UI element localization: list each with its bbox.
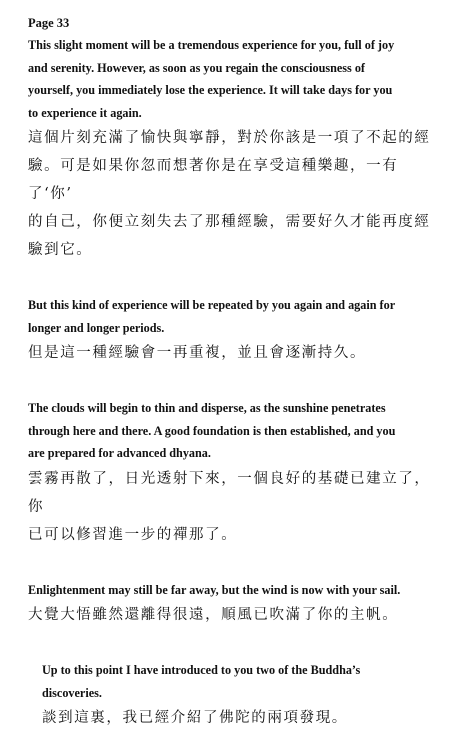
paragraph-3-english: The clouds will begin to thin and disperse, as the sunshine penetrates through here and there. A good foundation is then established, and you are prepared for advanced dhyana. [28, 401, 396, 460]
paragraph-2-chinese: 但是這一種經驗會一再重複，並且會逐漸持久。 [28, 345, 367, 361]
paragraph-spacer [28, 549, 434, 579]
paragraph-4-chinese: 大覺大悟雖然還離得很遠，順風已吹滿了你的主帆。 [28, 607, 399, 623]
paragraph-spacer [28, 264, 434, 294]
paragraph-4-english: Enlightenment may still be far away, but the wind is now with your sail. [28, 582, 401, 597]
paragraph-spacer [28, 629, 434, 659]
paragraph-5-chinese: 談到這裏，我已經介紹了佛陀的兩項發現。 [42, 710, 348, 726]
paragraph-spacer [28, 367, 434, 397]
paragraph-1-chinese: 這個片刻充滿了愉快與寧靜，對於你該是一項了不起的經 驗。可是如果你忽而想著你是在享受這種樂趣，一有了‘你’ 的自己，你便立刻失去了那種經驗，需要好久才能再度經 驗到它。 [28, 130, 431, 258]
paragraph-1-english: This slight moment will be a tremendous experience for you, full of joy and serenity. However, as soon as you regain the consciousness of yourself, you immediately lose the experience. It will take days for you to experience it again. [28, 38, 395, 120]
paragraph-3-chinese: 雲霧再散了，日光透射下來，一個良好的基礎已建立了，你 已可以修習進一步的禪那了。 [28, 470, 431, 543]
paragraph-5-english: Up to this point I have introduced to you two of the Buddha’s discoveries. [42, 663, 361, 700]
page-number: Page 33 [28, 16, 70, 30]
paragraph-2-english: But this kind of experience will be repeated by you again and again for longer and longer periods. [28, 298, 396, 335]
